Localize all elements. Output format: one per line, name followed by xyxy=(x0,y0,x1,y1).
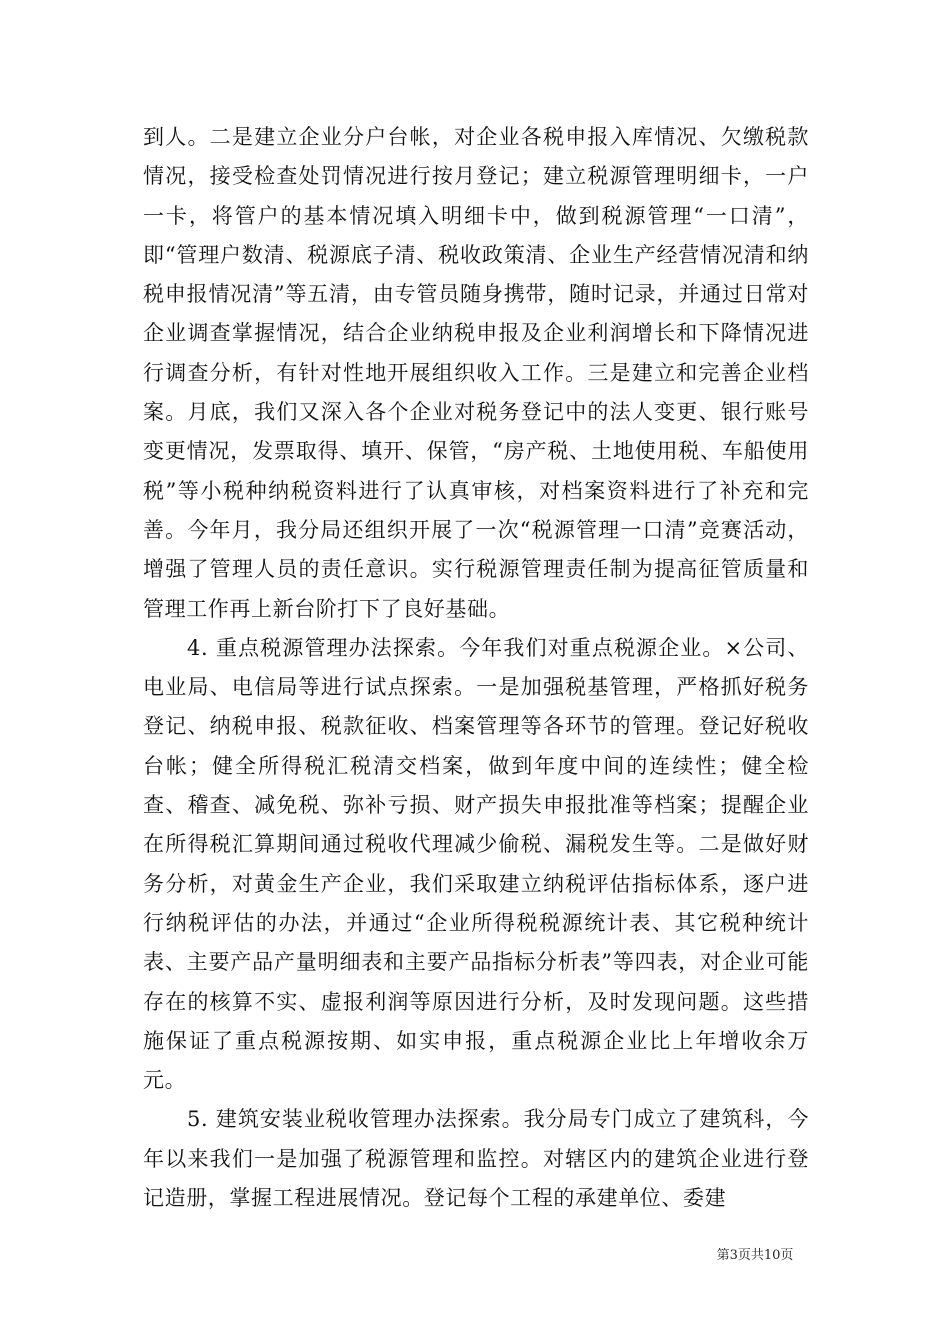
paragraph-1: 到人。二是建立企业分户台帐，对企业各税申报入库情况、欠缴税款情况，接受检查处罚情况进行按月登记；建立税源管理明细卡，一户一卡，将管户的基本情况填入明细卡中，做到税源管理“一口清”，即“管理户数清、税源底子清、税收政策清、企业生产经营情况清和纳税申报情况清”等五清，由专管员随身携带，随时记录，并通过日常对企业调查掌握情况，结合企业纳税申报及企业利润增长和下降情况进行调查分析，有针对性地开展组织收入工作。三是建立和完善企业档案。月底，我们又深入各个企业对税务登记中的法人变更、银行账号变更情况，发票取得、填开、保管，“房产税、土地使用税、车船使用税”等小税种纳税资料进行了认真审核，对档案资料进行了补充和完善。今年月，我分局还组织开展了一次“税源管理一口清”竞赛活动，增强了管理人员的责任意识。实行税源管理责任制为提高征管质量和管理工作再上新台阶打下了良好基础。 xyxy=(143,125,809,621)
page-footer xyxy=(0,1244,950,1263)
paragraph-2: 4. 重点税源管理办法探索。今年我们对重点税源企业。×公司、电业局、电信局等进行试点探索。一是加强税基管理，严格抓好税务登记、纳税申报、税款征收、档案管理等各环节的管理。登记好税收台帐；健全所得税汇税清交档案，做到年度中间的连续性；健全检查、稽查、减免税、弥补亏损、财产损失申报批准等档案；提醒企业在所得税汇算期间通过税收代理减少偷税、漏税发生等。二是做好财务分析，对黄金生产企业，我们采取建立纳税评估指标体系，逐户进行纳税评估的办法，并通过“企业所得税税源统计表、其它税种统计表、主要产品产量明细表和主要产品指标分析表”等四表，对企业可能存在的核算不实、虚报利润等原因进行分析，及时发现问题。这些措施保证了重点税源按期、如实申报，重点税源企业比上年增收余万元。 xyxy=(143,635,809,1093)
page-number: 第3页共10页 xyxy=(716,1248,794,1263)
paragraph-3: 5. 建筑安装业税收管理办法探索。我分局专门成立了建筑科，今年以来我们一是加强了税源管理和监控。对辖区内的建筑企业进行登记造册，掌握工程进展情况。登记每个工程的承建单位、委建 xyxy=(143,1107,809,1211)
body-text xyxy=(143,118,809,1218)
